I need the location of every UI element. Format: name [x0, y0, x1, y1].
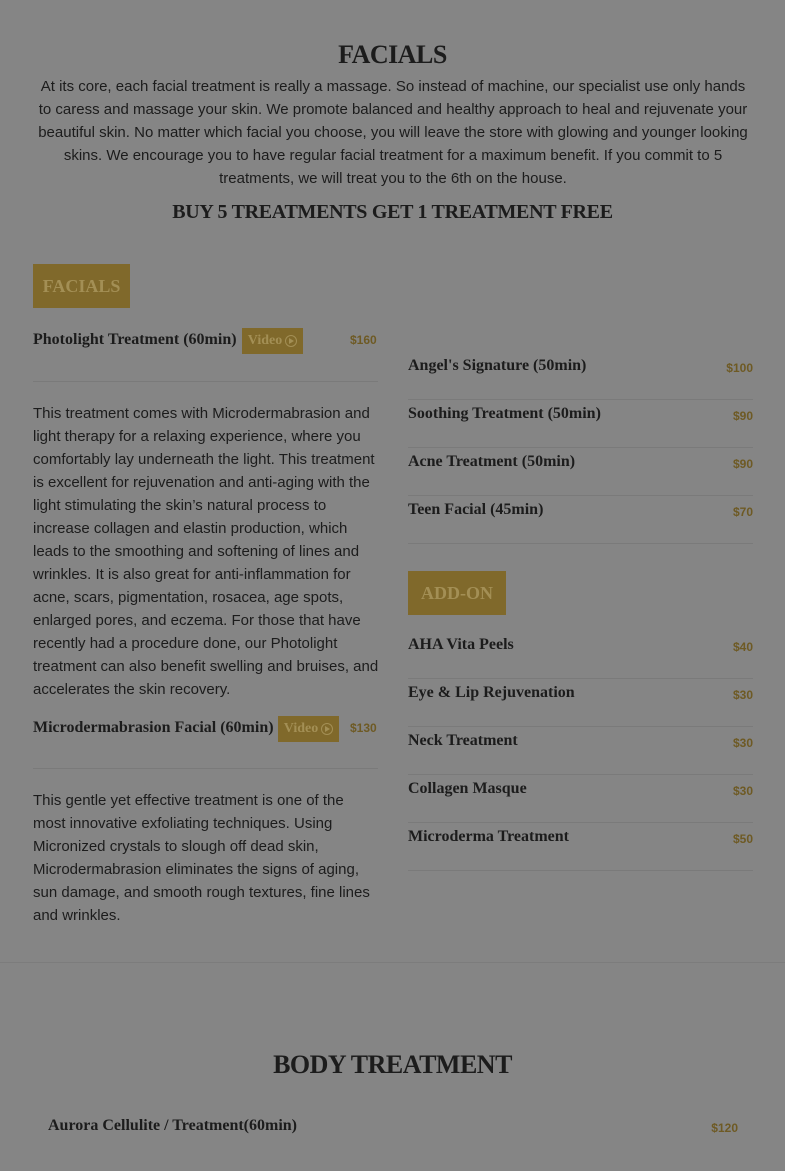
featured-item-price: $130	[350, 721, 377, 735]
video-button[interactable]	[242, 328, 303, 354]
addon-item-price: $30	[732, 784, 753, 798]
menu-item-price: $90	[732, 457, 753, 471]
addon-item-price: $50	[732, 832, 753, 846]
divider	[33, 381, 378, 382]
menu-item-name: Angel's Signature (50min)	[408, 357, 587, 374]
featured-item-description: This treatment comes with Microdermabrasion and light therapy for a relaxing experience, where you comfortably lay underneath the light. This treatment is excellent for rejuvenation and anti-aging with the light stimulating the skin’s natural process to increase collagen and elastin production, which leads to the smoothing and softening of lines and wrinkles. It is also great for anti-inflammation for acne, scars, pigmentation, rosacea, age spots, enlarged pores, and eczema. For those that have recently had a procedure done, our Photolight treatment can also benefit swelling and bruises, and accelerates the skin recovery.	[33, 405, 379, 698]
addon-row	[408, 774, 753, 823]
addon-item-name: Neck Treatment	[408, 732, 518, 749]
featured-item-title: Photolight Treatment (60min)	[33, 331, 237, 348]
addon-row	[408, 726, 753, 775]
addon-section-button[interactable]: ADD-ON	[408, 571, 506, 615]
video-button[interactable]	[278, 716, 339, 742]
menu-row	[408, 399, 753, 448]
divider	[33, 768, 378, 769]
body-item-title: Aurora Cellulite / Treatment(60min)	[48, 1117, 297, 1134]
section-separator	[0, 962, 785, 963]
play-icon	[285, 335, 297, 347]
menu-item-name: Teen Facial (45min)	[408, 501, 544, 518]
menu-item-price: $100	[726, 361, 753, 375]
menu-item-price: $70	[732, 505, 753, 519]
featured-item-title: Microdermabrasion Facial (60min)	[33, 719, 274, 736]
video-label: Video	[283, 721, 319, 736]
facials-intro: At its core, each facial treatment is really a massage. So instead of machine, our specialist use only hands to caress and massage your skin. We promote balanced and healthy approach to heal and rejuvenate your beautiful skin. No matter which facial you choose, you will leave the store with glowing and younger looking skins. We encourage you to have regular facial treatment for a maximum benefit. If you commit to 5 treatments, we will treat you to the 6th on the house.	[38, 78, 748, 187]
menu-item-name: Soothing Treatment (50min)	[408, 405, 601, 422]
video-label: Video	[247, 333, 283, 348]
promo-banner: BUY 5 TREATMENTS GET 1 TREATMENT FREE	[172, 201, 613, 223]
body-treatment-title: BODY TREATMENT	[273, 1050, 512, 1079]
addon-item-name: Eye & Lip Rejuvenation	[408, 684, 575, 701]
menu-row	[408, 351, 753, 400]
addon-item-name: Microderma Treatment	[408, 828, 569, 845]
menu-row	[408, 447, 753, 496]
featured-item-price: $160	[350, 333, 377, 347]
addon-item-price: $30	[732, 688, 753, 702]
addon-row	[408, 678, 753, 727]
addon-item-name: AHA Vita Peels	[408, 636, 514, 653]
facials-title: FACIALS	[338, 40, 447, 69]
menu-item-price: $90	[732, 409, 753, 423]
addon-row	[408, 822, 753, 871]
addon-item-name: Collagen Masque	[408, 780, 527, 797]
body-item-price: $120	[711, 1121, 738, 1135]
facials-section-button[interactable]: FACIALS	[33, 264, 130, 308]
play-icon	[321, 723, 333, 735]
featured-item-description: This gentle yet effective treatment is one of the most innovative exfoliating techniques. Using Micronized crystals to slough off dead skin, Microdermabrasion eliminates the signs of aging, sun damage, and smooth rough textures, fine lines and wrinkles.	[33, 792, 370, 924]
menu-item-name: Acne Treatment (50min)	[408, 453, 576, 470]
addon-item-price: $40	[732, 640, 753, 654]
addon-item-price: $30	[732, 736, 753, 750]
addon-row	[408, 630, 753, 679]
menu-row	[408, 495, 753, 544]
